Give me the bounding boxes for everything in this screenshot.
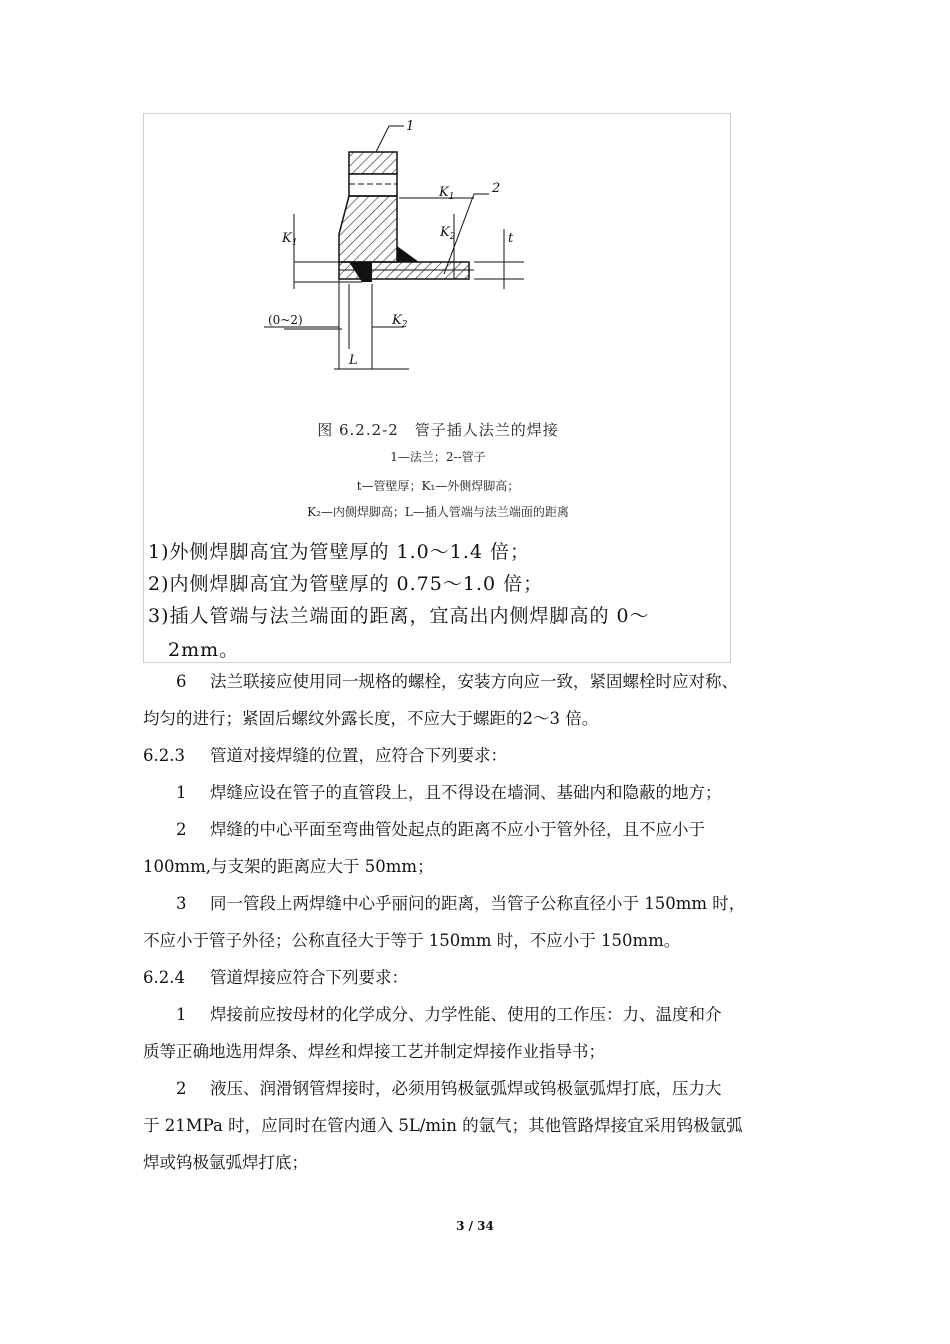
figure-caption-line-2: t—管壁厚；K₁—外侧焊脚高； (356, 479, 520, 493)
list-item: 2 焊缝的中心平面至弯曲管处起点的距离不应小于管外径，且不应小于 (176, 820, 705, 839)
list-item-cont: 100mm,与支架的距离应大于 50mm； (143, 857, 434, 876)
range-label: (0~2) (268, 313, 303, 327)
list-item: 1 焊缝应设在管子的直管段上，且不得设在墙洞、基础内和隐蔽的地方； (176, 783, 722, 802)
list-item: 2 液压、润滑钢管焊接时，必须用钨极氩弧焊或钨极氩弧焊打底，压力大 (176, 1079, 722, 1098)
figure-caption-line-3: K₂—内侧焊脚高；L—插人管端与法兰端面的距离 (307, 505, 569, 519)
k1-label-top: $K_1$ (439, 185, 455, 202)
outer-weld (397, 246, 419, 262)
l-label: L (349, 353, 358, 368)
k1-label-left: $K_1$ (282, 231, 298, 248)
list-item-cont: 质等正确地选用焊条、焊丝和焊接工艺并制定焊接作业指导书； (143, 1042, 605, 1061)
figure-caption-title: 图 6.2.2-2 管子插人法兰的焊接 (317, 421, 559, 439)
figure-pipe-flange-weld (143, 113, 731, 663)
page-number: 3 / 34 (456, 1219, 494, 1233)
callout-2-label: 2 (492, 181, 501, 196)
paragraph: 均匀的进行；紧固后螺纹外露长度，不应大于螺距的2～3 倍。 (143, 709, 599, 728)
list-item-cont: 不应小于管子外径；公称直径大于等于 150mm 时，不应小于 150mm。 (143, 931, 681, 950)
list-item-cont: 于 21MPa 时，应同时在管内通入 5L/min 的氩气；其他管路焊接宜采用钨极氩弧 (143, 1116, 743, 1135)
figure-note-3-cont: 2mm。 (168, 639, 240, 661)
flange-shape (339, 152, 397, 262)
paragraph: 6 法兰联接应使用同一规格的螺栓，安装方向应一致，紧固螺栓时应对称、 (176, 672, 738, 691)
k2-label-bottom: $K_2$ (392, 313, 408, 330)
list-item-cont: 焊或钨极氩弧焊打底； (143, 1153, 308, 1172)
k2-label-right: $K_2$ (440, 225, 456, 242)
section-heading: 6.2.3 管道对接焊缝的位置，应符合下列要求： (143, 746, 507, 765)
figure-note-2: 2)内侧焊脚高宜为管壁厚的 0.75～1.0 倍； (148, 573, 544, 595)
t-label: t (508, 231, 514, 246)
figure-note-3: 3)插人管端与法兰端面的距离，宜高出内侧焊脚高的 0～ (148, 605, 650, 627)
figure-note-1: 1)外侧焊脚高宜为管壁厚的 1.0～1.4 倍； (148, 541, 531, 563)
figure-caption-line-1: 1—法兰；2--管子 (390, 450, 486, 464)
list-item: 1 焊接前应按母材的化学成分、力学性能、使用的工作压：力、温度和介 (176, 1005, 722, 1024)
section-heading: 6.2.4 管道焊接应符合下列要求： (143, 968, 408, 987)
callout-1-label: 1 (406, 119, 415, 134)
list-item: 3 同一管段上两焊缝中心乎丽问的距离，当管子公称直径小于 150mm 时， (176, 894, 746, 913)
